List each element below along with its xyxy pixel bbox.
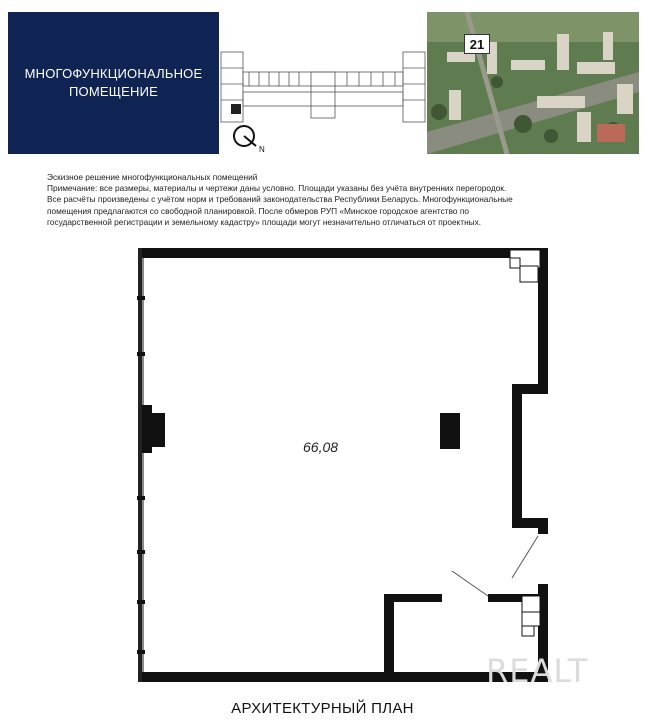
room-area-label: 66,08 — [303, 439, 339, 455]
title-banner — [8, 12, 219, 154]
north-compass-icon — [232, 124, 268, 154]
watermark-logo: REALT — [486, 652, 589, 690]
notes-line: Эскизное решение многофункциональных помещений — [47, 172, 258, 182]
floor-plan — [0, 238, 645, 688]
notes-line: государственной регистрации и земельному кадастру» площади могут незначительно отличаться от проектных. — [47, 216, 482, 227]
notes-line: Примечание: все размеры, материалы и чертежи даны условно. Площади указаны без учёта внутренних перегородок. — [47, 183, 507, 194]
window-wall — [137, 248, 145, 682]
building-key-plan — [219, 48, 427, 126]
door-swing — [452, 536, 538, 596]
aerial-view-image — [427, 12, 639, 154]
premises-title: МНОГОФУНКЦИОНАЛЬНОЕ ПОМЕЩЕНИЕ — [24, 66, 203, 99]
building-number-badge: 21 — [464, 34, 490, 54]
notes-line: Все расчёты произведены с учётом норм и требований законодательства Республики Беларусь. Многофункциональные — [47, 194, 513, 205]
walls — [142, 248, 548, 682]
notes-line: помещения предлагаются со свободной планировкой. После обмеров РУП «Минское городское агентство по — [47, 205, 469, 216]
disclaimer-notes — [47, 172, 607, 228]
compass-north-label: N — [259, 145, 265, 154]
plan-caption: АРХИТЕКТУРНЫЙ ПЛАН — [231, 700, 414, 717]
